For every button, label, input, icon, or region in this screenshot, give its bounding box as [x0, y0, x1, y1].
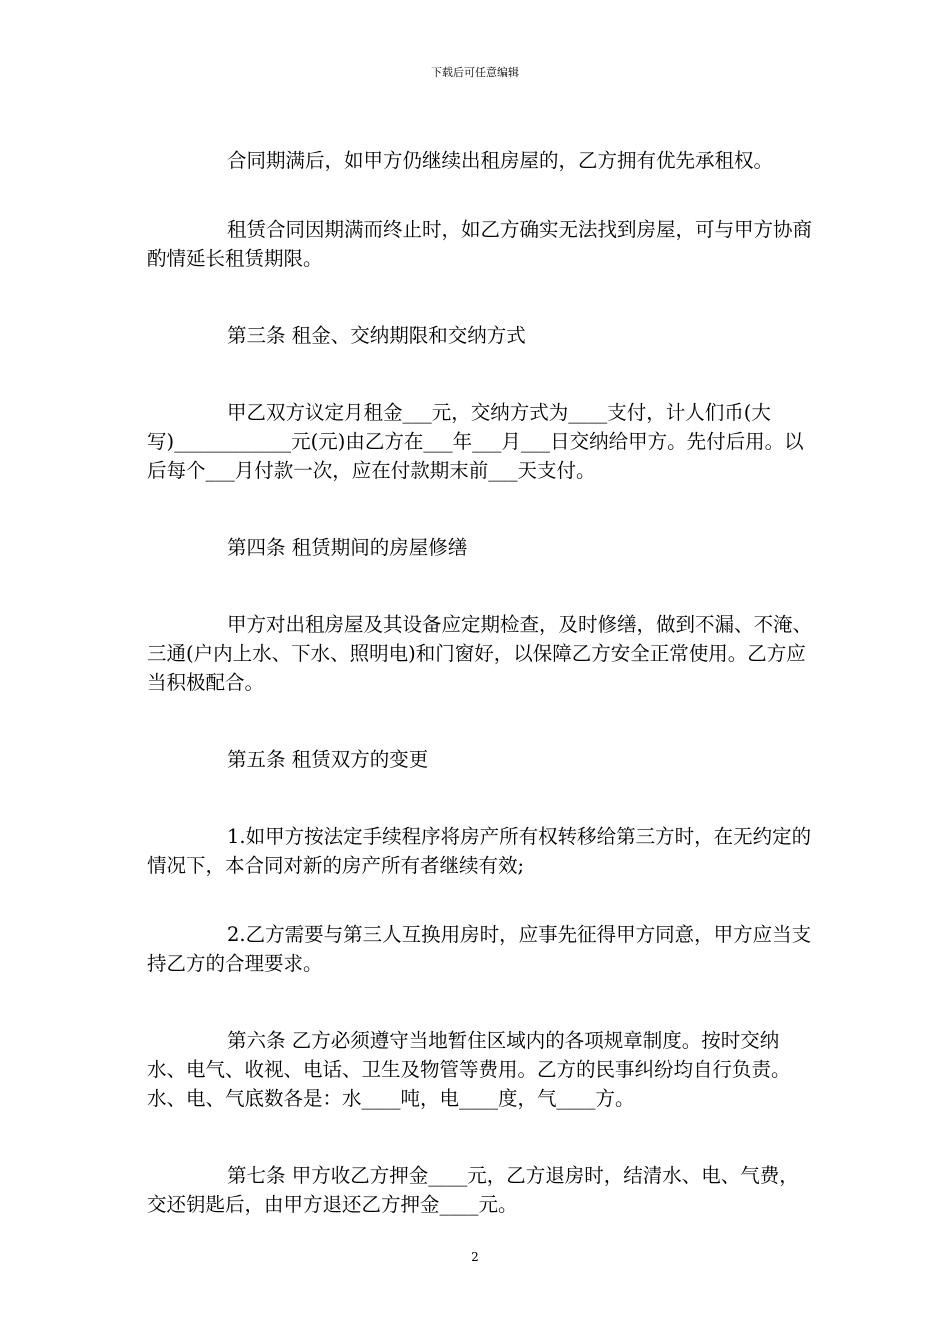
paragraph-lease-extension: 租赁合同因期满而终止时，如乙方确实无法找到房屋，可与甲方协商酌情延长租赁期限。	[147, 218, 813, 270]
paragraph-housing-exchange: 2.乙方需要与第三人互换用房时，应事先征得甲方同意，甲方应当支持乙方的合理要求。	[147, 923, 812, 975]
article-3-heading: 第三条 租金、交纳期限和交纳方式	[227, 324, 526, 347]
document-body	[147, 146, 817, 1219]
paragraph-repairs: 甲方对出租房屋及其设备应定期检查，及时修缮，做到不漏、不淹、三通(户内上水、下水、照明电)和门窗好，以保障乙方安全正常使用。乙方应当积极配合。	[147, 613, 813, 694]
page-header: 下载后可任意编辑	[431, 66, 519, 79]
page-number: 2	[471, 1250, 479, 1264]
paragraph-renewal-priority: 合同期满后，如甲方仍继续出租房屋的，乙方拥有优先承租权。	[227, 149, 774, 172]
article-7-paragraph: 第七条 甲方收乙方押金____元，乙方退房时，结清水、电、气费，交还钥匙后，由甲方退还乙方押金____元。	[147, 1164, 799, 1216]
article-6-paragraph: 第六条 乙方必须遵守当地暂住区域内的各项规章制度。按时交纳水、电气、收视、电话、卫生及物管等费用。乙方的民事纠纷均自行负责。水、电、气底数各是：水____吨，电____度，气____方。	[147, 1029, 791, 1110]
paragraph-ownership-transfer: 1.如甲方按法定手续程序将房产所有权转移给第三方时，在无约定的情况下，本合同对新的房产所有者继续有效;	[147, 825, 812, 877]
article-5-heading: 第五条 租赁双方的变更	[227, 748, 429, 771]
article-4-heading: 第四条 租赁期间的房屋修缮	[227, 536, 468, 559]
paragraph-rent-terms: 甲乙双方议定月租金___元，交纳方式为____支付，计人们币(大写)____________元(元)由乙方在___年___月___日交纳给甲方。先付后用。以后每个___月付款一次，应在付款期末前___天支付。	[147, 401, 804, 482]
